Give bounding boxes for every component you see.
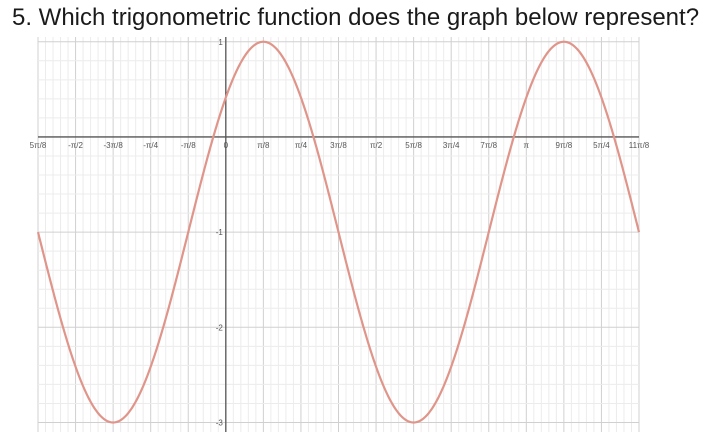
x-tick-label: π/4 — [294, 140, 308, 150]
y-tick-label: -3 — [215, 418, 223, 428]
x-tick-label: -π/2 — [68, 140, 83, 150]
y-tick-label: -2 — [215, 323, 223, 333]
x-tick-label: 11π/8 — [628, 140, 650, 150]
question-title: 5. Which trigonometric function does the graph below represent? — [12, 4, 700, 31]
x-tick-labels — [30, 141, 650, 150]
x-tick-label: 5π/8 — [405, 140, 422, 150]
x-tick-label: 5π/8 — [29, 140, 47, 150]
x-tick-label: π/2 — [369, 140, 383, 150]
x-tick-label: -π/4 — [143, 140, 159, 150]
x-tick-label: 3π/4 — [442, 140, 460, 150]
x-tick-label: 7π/8 — [480, 140, 498, 150]
x-tick-label: -π/8 — [180, 140, 196, 150]
y-tick-label: -1 — [215, 228, 223, 238]
x-tick-label: 5π/4 — [593, 140, 610, 150]
y-tick-labels — [216, 38, 224, 428]
x-tick-label: -3π/8 — [103, 140, 123, 150]
x-tick-label: 3π/8 — [330, 140, 347, 150]
x-tick-label: π — [523, 140, 530, 150]
x-tick-label: 9π/8 — [555, 140, 573, 150]
y-tick-label: 1 — [218, 37, 223, 47]
x-tick-label: 0 — [223, 140, 229, 150]
x-tick-label: π/8 — [257, 140, 270, 150]
